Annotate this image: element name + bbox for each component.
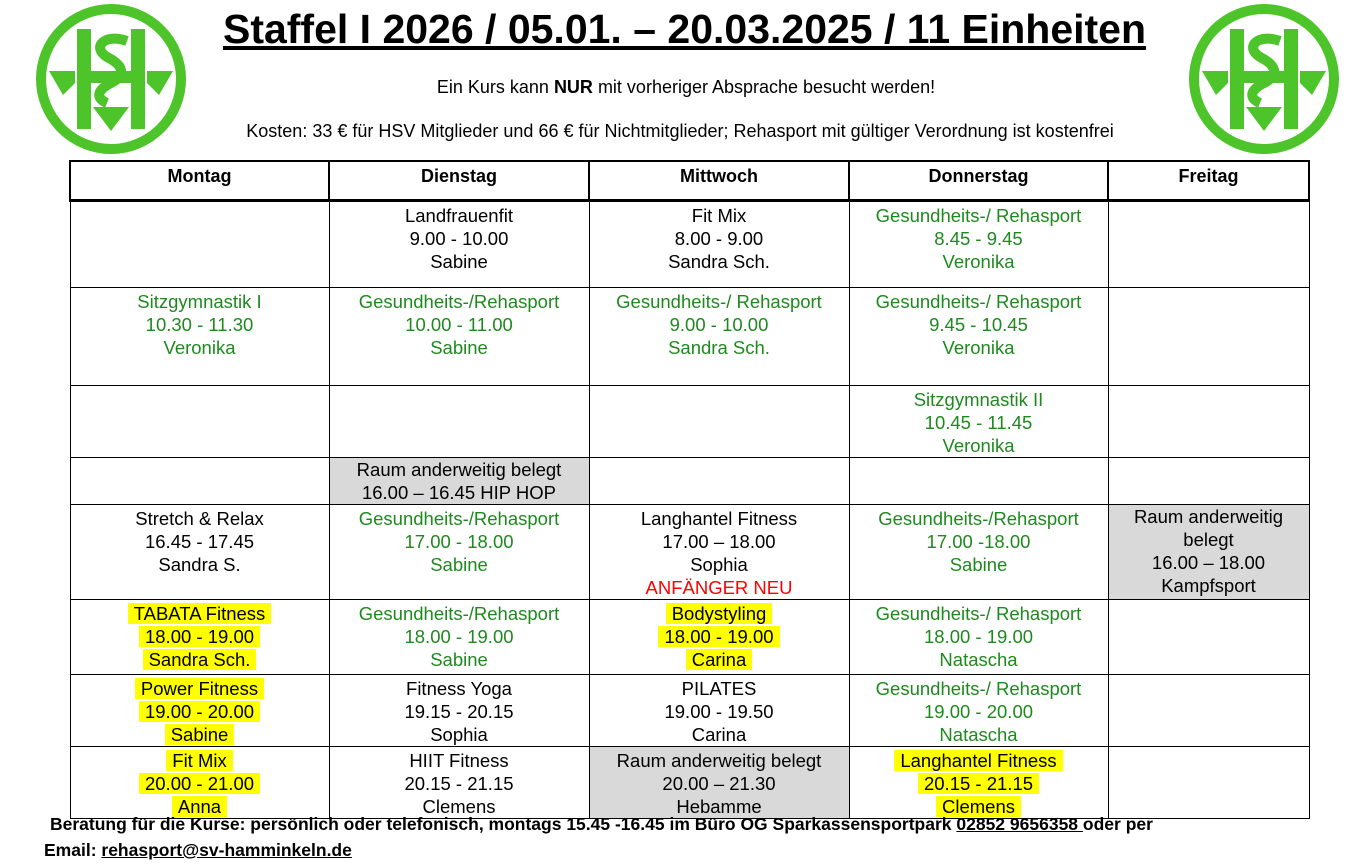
course-detail: 16.00 – 18.00 (1151, 552, 1266, 573)
course-name: Gesundheits-/ Rehasport (875, 603, 1082, 624)
course-time: 9.45 - 10.45 (929, 314, 1028, 335)
highlighted-text: Bodystyling (666, 603, 773, 624)
course-name: Gesundheits-/ Rehasport (616, 291, 822, 312)
course-detail (71, 648, 329, 671)
course-time (850, 772, 1108, 795)
course-cell (70, 288, 329, 386)
highlighted-text: 18.00 - 19.00 (139, 626, 260, 647)
course-name (71, 602, 329, 625)
course-name: Langhantel Fitness (640, 508, 798, 529)
booking-notice-post: mit vorheriger Absprache besucht werden! (592, 77, 936, 97)
course-name (71, 749, 329, 772)
course-detail: Sophia (430, 724, 488, 745)
day-header: Mittwoch (589, 161, 849, 201)
course-detail: Natascha (939, 649, 1018, 670)
course-detail: Carina (691, 724, 747, 745)
schedule-table (69, 160, 1310, 819)
email-label: Email: (44, 840, 102, 860)
schedule-row (70, 600, 1309, 675)
day-header: Freitag (1108, 161, 1309, 201)
empty-slot (1108, 458, 1309, 505)
course-name: Stretch & Relax (135, 508, 264, 529)
course-cell (589, 675, 849, 747)
contact-line-1 (46, 811, 1356, 837)
course-detail: Sabine (430, 337, 488, 358)
course-detail: Sabine (949, 554, 1008, 575)
booking-notice-pre: Ein Kurs kann (436, 77, 554, 97)
course-time: belegt (1183, 529, 1234, 550)
course-name: Raum anderweitig (1133, 506, 1284, 527)
booking-notice (196, 76, 1176, 98)
course-name: Sitzgymnastik II (913, 389, 1044, 410)
course-detail: Natascha (939, 724, 1018, 745)
course-cell (589, 201, 849, 288)
schedule-row (70, 747, 1309, 819)
highlighted-text: 20.15 - 21.15 (918, 773, 1039, 794)
course-name (590, 602, 849, 625)
booking-notice-emphasis: NUR (553, 77, 593, 97)
costs-info: Kosten: 33 € für HSV Mitglieder und 66 € für Nichtmitglieder; Rehasport mit gültiger Verordnung ist kostenfrei (246, 121, 1114, 141)
weekday-header-row (70, 161, 1309, 201)
highlighted-text: Fit Mix (166, 750, 232, 771)
course-time: 8.45 - 9.45 (934, 228, 1023, 249)
highlighted-text: Langhantel Fitness (894, 750, 1062, 771)
course-time: 9.00 - 10.00 (669, 314, 769, 335)
course-detail: Sandra S. (158, 554, 241, 575)
highlighted-text: Carina (686, 649, 753, 670)
course-cell (329, 458, 589, 505)
course-name: Gesundheits-/ Rehasport (875, 205, 1082, 226)
course-time: 16.45 - 17.45 (144, 531, 255, 552)
course-name: Gesundheits-/Rehasport (878, 508, 1079, 529)
highlighted-text: 18.00 - 19.00 (658, 626, 779, 647)
schedule-row (70, 201, 1309, 288)
course-detail: Veronika (942, 337, 1015, 358)
course-name: Raum anderweitig belegt (616, 750, 822, 771)
course-name: Gesundheits-/Rehasport (358, 603, 560, 624)
footer-connector: oder per (1082, 814, 1153, 834)
course-time: 17.00 -18.00 (926, 531, 1031, 552)
day-header: Dienstag (329, 161, 589, 201)
course-detail (590, 648, 849, 671)
course-cell (70, 747, 329, 819)
course-time: 19.15 - 20.15 (404, 701, 514, 722)
course-name: Landfrauenfit (404, 205, 513, 226)
empty-slot (70, 458, 329, 505)
schedule-row (70, 505, 1309, 600)
course-cell (589, 747, 849, 819)
course-time: 19.00 - 20.00 (923, 701, 1034, 722)
course-detail: Sabine (430, 251, 488, 272)
empty-slot (70, 386, 329, 458)
course-time: 10.45 - 11.45 (924, 412, 1033, 433)
course-cell (329, 505, 589, 600)
course-cell (849, 386, 1108, 458)
course-cell (589, 288, 849, 386)
course-name: Gesundheits-/ Rehasport (875, 291, 1082, 312)
highlighted-text: Anna (172, 796, 227, 817)
course-detail: Sandra Sch. (668, 337, 770, 358)
course-detail: Sabine (430, 649, 488, 670)
course-cell (849, 675, 1108, 747)
course-cell (329, 747, 589, 819)
course-detail: Kampfsport (1161, 575, 1256, 596)
course-name: Raum anderweitig belegt (356, 459, 562, 480)
empty-slot (1108, 675, 1309, 747)
course-cell (329, 201, 589, 288)
course-detail: Veronika (942, 435, 1015, 456)
empty-slot (1108, 201, 1309, 288)
course-time: 18.00 - 19.00 (923, 626, 1034, 647)
beginner-badge: ANFÄNGER NEU (645, 577, 793, 598)
empty-slot (1108, 386, 1309, 458)
course-detail: Veronika (942, 251, 1015, 272)
course-cell (849, 747, 1108, 819)
contact-line-2 (44, 837, 1356, 863)
empty-slot (589, 386, 849, 458)
day-header: Montag (70, 161, 329, 201)
course-time: 17.00 – 18.00 (662, 531, 776, 552)
course-cell (589, 505, 849, 600)
course-detail: Sophia (690, 554, 748, 575)
course-cell (849, 201, 1108, 288)
schedule-row (70, 458, 1309, 505)
course-time: 8.00 - 9.00 (674, 228, 764, 249)
course-name (850, 749, 1108, 772)
course-cell (329, 600, 589, 675)
course-detail: Sandra Sch. (668, 251, 770, 272)
empty-slot (1108, 600, 1309, 675)
phone-link[interactable]: 02852 9656358 (956, 814, 1083, 834)
course-name: Gesundheits-/ Rehasport (875, 678, 1082, 699)
hsv-club-logo-icon (1188, 3, 1340, 155)
highlighted-text: Sandra Sch. (143, 649, 257, 670)
highlighted-text: 20.00 - 21.00 (139, 773, 260, 794)
contact-footer (46, 811, 1356, 863)
schedule-row (70, 288, 1309, 386)
course-name: Fitness Yoga (406, 678, 512, 699)
course-name: HIIT Fitness (409, 750, 509, 771)
highlighted-text: Sabine (165, 724, 235, 745)
course-name (71, 677, 329, 700)
course-cell (70, 505, 329, 600)
course-cell (329, 675, 589, 747)
course-cell (849, 288, 1108, 386)
highlighted-text: Power Fitness (135, 678, 264, 699)
hsv-club-logo-icon (35, 3, 187, 155)
course-detail: Hebamme (676, 796, 762, 817)
schedule-row (70, 386, 1309, 458)
course-name: Gesundheits-/Rehasport (358, 291, 560, 312)
empty-slot (849, 458, 1108, 505)
course-name: PILATES (681, 678, 757, 699)
course-cell (849, 600, 1108, 675)
course-time: 16.00 – 16.45 HIP HOP (361, 482, 557, 503)
course-time (590, 625, 849, 648)
empty-slot (329, 386, 589, 458)
empty-slot (1108, 747, 1309, 819)
course-name: Gesundheits-/Rehasport (358, 508, 560, 529)
course-time: 17.00 - 18.00 (404, 531, 514, 552)
course-detail: Veronika (163, 337, 236, 358)
empty-slot (589, 458, 849, 505)
course-time: 20.00 – 21.30 (662, 773, 776, 794)
course-time (71, 625, 329, 648)
course-time: 18.00 - 19.00 (404, 626, 514, 647)
course-time: 10.30 - 11.30 (145, 314, 254, 335)
empty-slot (70, 201, 329, 288)
highlighted-text: 19.00 - 20.00 (139, 701, 260, 722)
page-title: Staffel I 2026 / 05.01. – 20.03.2025 / 11 Einheiten (222, 6, 1147, 52)
highlighted-text: Clemens (936, 796, 1021, 817)
course-name: Sitzgymnastik I (137, 291, 262, 312)
course-time: 19.00 - 19.50 (664, 701, 774, 722)
empty-slot (1108, 288, 1309, 386)
day-header: Donnerstag (849, 161, 1108, 201)
course-time: 20.15 - 21.15 (404, 773, 514, 794)
course-detail: Sabine (430, 554, 488, 575)
course-cell (589, 600, 849, 675)
highlighted-text: TABATA Fitness (128, 603, 272, 624)
course-time: 10.00 - 11.00 (405, 314, 513, 335)
schedule-row (70, 675, 1309, 747)
course-time (71, 700, 329, 723)
course-detail (71, 723, 329, 746)
course-cell (849, 505, 1108, 600)
course-cell (70, 675, 329, 747)
consultation-text: Beratung für die Kurse: persönlich oder telefonisch, montags 15.45 -16.45 im Büro OG Sparkassensportpark (50, 814, 957, 834)
course-cell (70, 600, 329, 675)
course-cell (1108, 505, 1309, 600)
course-cell (329, 288, 589, 386)
course-detail: Clemens (422, 796, 496, 817)
course-time: 9.00 - 10.00 (409, 228, 509, 249)
course-time (71, 772, 329, 795)
email-link[interactable]: rehasport@sv-hamminkeln.de (101, 840, 352, 860)
course-name: Fit Mix (691, 205, 747, 226)
